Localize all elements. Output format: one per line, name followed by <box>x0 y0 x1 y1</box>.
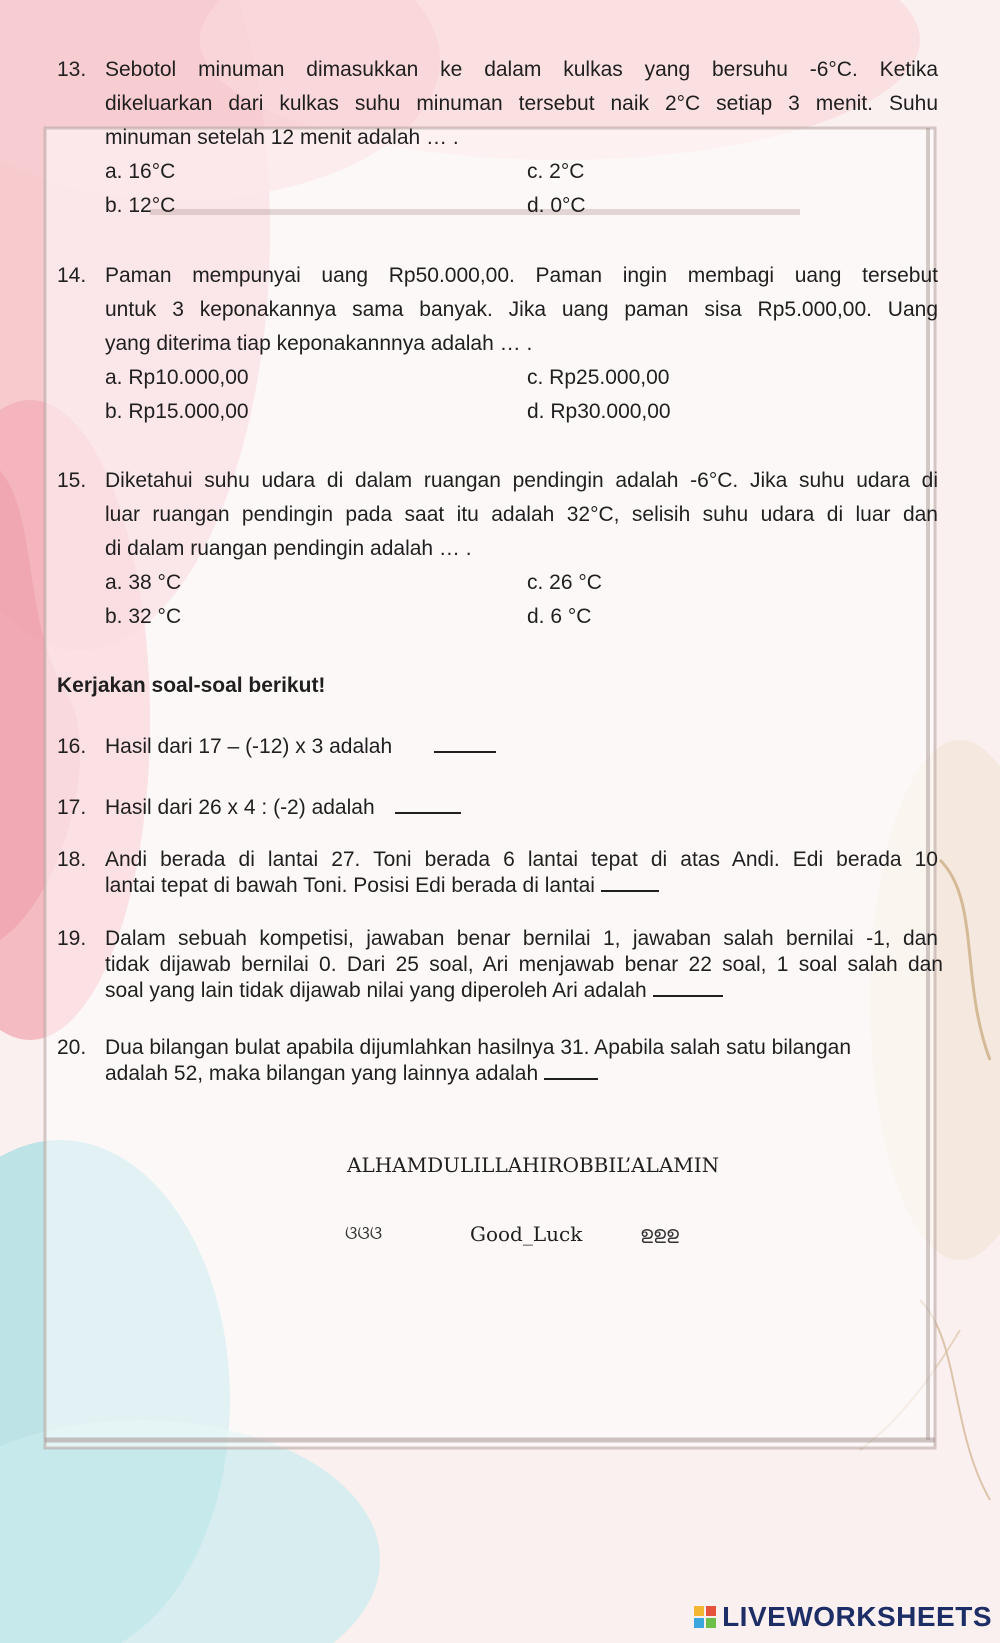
question-18-number: 18. <box>57 848 87 871</box>
question-20-answer-blank[interactable] <box>544 1060 598 1080</box>
question-14-text-line-2: untuk 3 keponakannya sama banyak. Jika uang paman sisa Rp5.000,00. Uang <box>105 298 938 321</box>
question-19-prompt-end: soal yang lain tidak dijawab nilai yang diperoleh Ari adalah <box>105 979 647 1002</box>
question-13-option-d[interactable]: d. 0°C <box>527 194 586 217</box>
liveworksheets-logo-icon <box>694 1606 716 1628</box>
question-13-text-line-1: Sebotol minuman dimasukkan ke dalam kulkas yang bersuhu -6°C. Ketika <box>105 58 938 81</box>
question-19-text-line-1: Dalam sebuah kompetisi, jawaban benar bernilai 1, jawaban salah bernilai -1, dan <box>105 927 938 950</box>
question-14-option-a[interactable]: a. Rp10.000,00 <box>105 366 249 389</box>
question-18-text-line-2 <box>105 872 659 900</box>
section-heading: Kerjakan soal-soal berikut! <box>57 674 326 697</box>
question-18-text-line-1: Andi berada di lantai 27. Toni berada 6 lantai tepat di atas Andi. Edi berada 10 <box>105 848 938 871</box>
question-19-text-line-2: tidak dijawab bernilai 0. Dari 25 soal, Ari menjawab benar 22 soal, 1 soal salah dan <box>105 953 943 976</box>
question-15-text-line-2: luar ruangan pendingin pada saat itu adalah 32°C, selisih suhu udara di luar dan <box>105 503 938 526</box>
right-ornament: ഉഉഉ <box>640 1223 679 1244</box>
liveworksheets-logo <box>694 1601 992 1633</box>
question-19-answer-blank[interactable] <box>653 977 723 997</box>
liveworksheets-wordmark: LIVEWORKSHEETS <box>722 1601 992 1632</box>
question-13-option-b[interactable]: b. 12°C <box>105 194 176 217</box>
left-ornament: ଓଓଓ <box>345 1223 383 1244</box>
question-13-option-a[interactable]: a. 16°C <box>105 160 176 183</box>
question-16-text <box>105 733 496 761</box>
question-18-answer-blank[interactable] <box>601 872 659 892</box>
question-17-answer-blank[interactable] <box>395 794 461 814</box>
question-14-text-line-3: yang diterima tiap keponakannnya adalah … . <box>105 332 533 355</box>
question-15-option-c[interactable]: c. 26 °C <box>527 571 602 594</box>
closing-title: ALHAMDULILLAHIROBBIL’ALAMIN <box>347 1153 720 1177</box>
question-19-text-line-3 <box>105 977 723 1005</box>
good-luck-text: Good_Luck <box>470 1222 583 1246</box>
question-15-text-line-3: di dalam ruangan pendingin adalah … . <box>105 537 472 560</box>
question-14-option-c[interactable]: c. Rp25.000,00 <box>527 366 670 389</box>
question-20-text-line-2 <box>105 1060 598 1088</box>
question-20-prompt-end: adalah 52, maka bilangan yang lainnya adalah <box>105 1062 539 1085</box>
question-16-answer-blank[interactable] <box>434 733 496 753</box>
question-15-number: 15. <box>57 469 87 492</box>
question-15-option-d[interactable]: d. 6 °C <box>527 605 592 628</box>
question-15-text-line-1: Diketahui suhu udara di dalam ruangan pendingin adalah -6°C. Jika suhu udara di <box>105 469 938 492</box>
question-19-number: 19. <box>57 927 87 950</box>
question-17-number: 17. <box>57 796 87 819</box>
question-14-text-line-1: Paman mempunyai uang Rp50.000,00. Paman ingin membagi uang tersebut <box>105 264 938 287</box>
question-14-option-b[interactable]: b. Rp15.000,00 <box>105 400 249 423</box>
question-20-text-line-1: Dua bilangan bulat apabila dijumlahkan hasilnya 31. Apabila salah satu bilangan <box>105 1036 852 1059</box>
question-15-option-b[interactable]: b. 32 °C <box>105 605 182 628</box>
question-15-option-a[interactable]: a. 38 °C <box>105 571 182 594</box>
question-13-text-line-2: dikeluarkan dari kulkas suhu minuman tersebut naik 2°C setiap 3 menit. Suhu <box>105 92 938 115</box>
question-13-option-c[interactable]: c. 2°C <box>527 160 585 183</box>
question-14-number: 14. <box>57 264 87 287</box>
question-16-prompt: Hasil dari 17 – (-12) x 3 adalah <box>105 735 393 758</box>
question-17-text <box>105 794 461 822</box>
question-13-text-line-3: minuman setelah 12 menit adalah … . <box>105 126 459 149</box>
question-17-prompt: Hasil dari 26 x 4 : (-2) adalah <box>105 796 375 819</box>
question-14-option-d[interactable]: d. Rp30.000,00 <box>527 400 671 423</box>
question-18-prompt-end: lantai tepat di bawah Toni. Posisi Edi berada di lantai <box>105 874 595 897</box>
question-16-number: 16. <box>57 735 87 758</box>
question-13-number: 13. <box>57 58 87 81</box>
question-20-number: 20. <box>57 1036 87 1059</box>
